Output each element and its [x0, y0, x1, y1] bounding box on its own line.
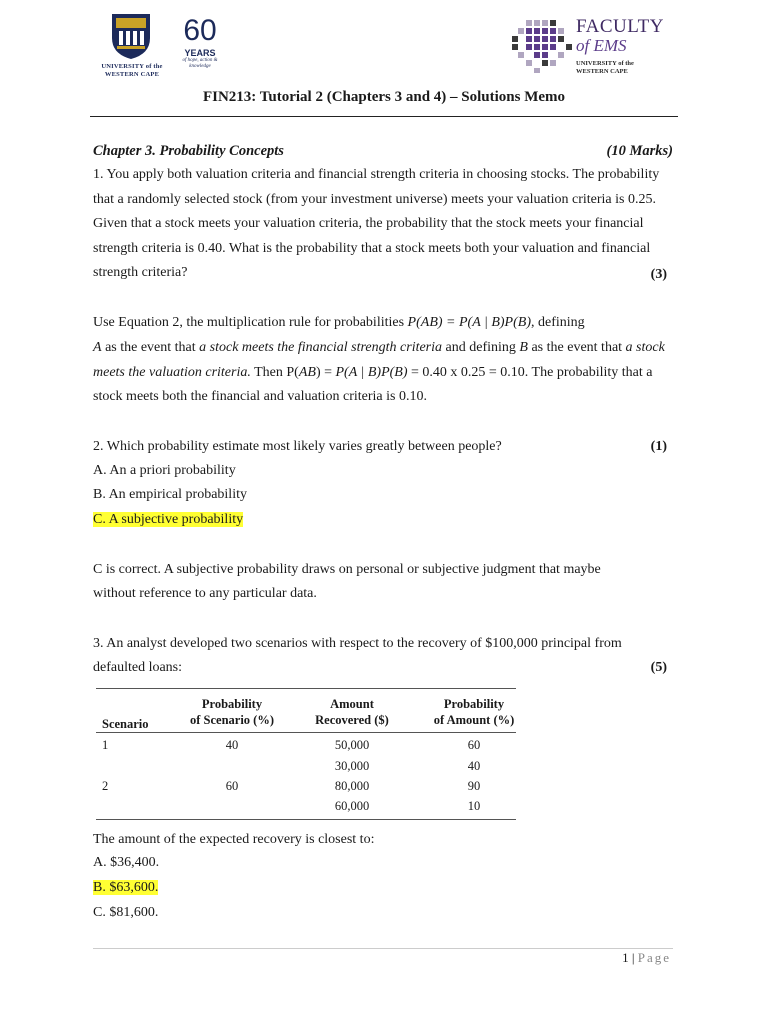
table-header-amount-recovered: Amount Recovered ($)	[315, 697, 389, 727]
sixty-years-logo: 60 YEARS of hope, action & knowledge	[182, 14, 218, 69]
table-top-rule	[96, 688, 516, 689]
question-2-option-c	[93, 510, 670, 530]
question-3-points: (5)	[650, 660, 667, 675]
chapter-heading: Chapter 3. Probability Concepts	[93, 143, 284, 159]
title-divider	[90, 116, 678, 117]
answer-1-line-1: Use Equation 2, the multiplication rule for probabilities P(AB) = P(A | B)P(B), defining	[93, 315, 585, 330]
ems-faculty-word: FACULTY	[576, 16, 664, 37]
question-3-option-a: A. $36,400.	[93, 855, 160, 870]
ems-dot-grid-icon	[512, 18, 574, 74]
ems-university-text: UNIVERSITY of the WESTERN CAPE	[576, 60, 634, 75]
table-header-probability-amount: Probability of Amount (%)	[433, 697, 515, 727]
ems-of-ems-word: of EMS	[576, 36, 627, 55]
question-2-text: 2. Which probability estimate most likely varies greatly between people?	[93, 439, 502, 454]
question-3-text-line-1: 3. An analyst developed two scenarios with respect to the recovery of $100,000 principal from	[93, 636, 622, 651]
uwc-logo-text: UNIVERSITY of the WESTERN CAPE	[101, 63, 163, 78]
correct-answer-highlight: C. A subjective probability	[93, 512, 244, 527]
question-1-points: (3)	[650, 267, 667, 282]
correct-answer-highlight: B. $63,600.	[93, 880, 159, 895]
question-3-option-c: C. $81,600.	[93, 905, 159, 920]
chapter-marks: (10 Marks)	[606, 143, 673, 159]
question-2-option-a: A. An a priori probability	[93, 463, 236, 478]
ems-faculty-logo	[512, 16, 682, 76]
answer-1-line-4: stock meets both the financial and valuation criteria is 0.10.	[93, 389, 427, 404]
question-3-text-line-2: defaulted loans:	[93, 660, 183, 675]
document-title: FIN213: Tutorial 2 (Chapters 3 and 4) – Solutions Memo	[202, 89, 566, 105]
answer-2-line-2: without reference to any particular data.	[93, 586, 317, 601]
page-separator: |	[631, 950, 635, 965]
page-footer	[622, 950, 671, 966]
page-number: 1	[622, 950, 629, 965]
table-header-rule	[96, 732, 516, 733]
question-2-option-b: B. An empirical probability	[93, 487, 247, 502]
table-header-scenario: Scenario	[102, 717, 149, 731]
footer-divider	[93, 948, 673, 949]
uwc-crest-icon	[110, 12, 152, 60]
page-label: Page	[637, 950, 671, 965]
question-2-points: (1)	[650, 439, 667, 454]
answer-1-line-2: A as the event that a stock meets the financial strength criteria and defining B as the event that a stock	[93, 340, 665, 355]
question-3-option-b	[93, 878, 670, 898]
question-3-prompt: The amount of the expected recovery is closest to:	[93, 832, 375, 847]
question-1-text: 1. You apply both valuation criteria and financial strength criteria in choosing stocks. The probability that a randomly selected stock (from your investment universe) meets your valuation criteria is 0.25. Given that a stock meets your valuation criteria, the probability that the stock meets your financial strength criteria is 0.40. What is the probability that a stock meets both your valuation and financial strength criteria?	[93, 167, 660, 281]
uwc-logo	[96, 8, 226, 84]
table-bottom-rule	[96, 819, 516, 820]
answer-1-line-3: meets the valuation criteria. Then P(AB) = P(A | B)P(B) = 0.40 x 0.25 = 0.10. The probability that a	[93, 365, 653, 380]
table-header-probability-scenario: Probability of Scenario (%)	[189, 697, 274, 727]
answer-2-line-1: C is correct. A subjective probability draws on personal or subjective judgment that maybe	[93, 562, 601, 577]
